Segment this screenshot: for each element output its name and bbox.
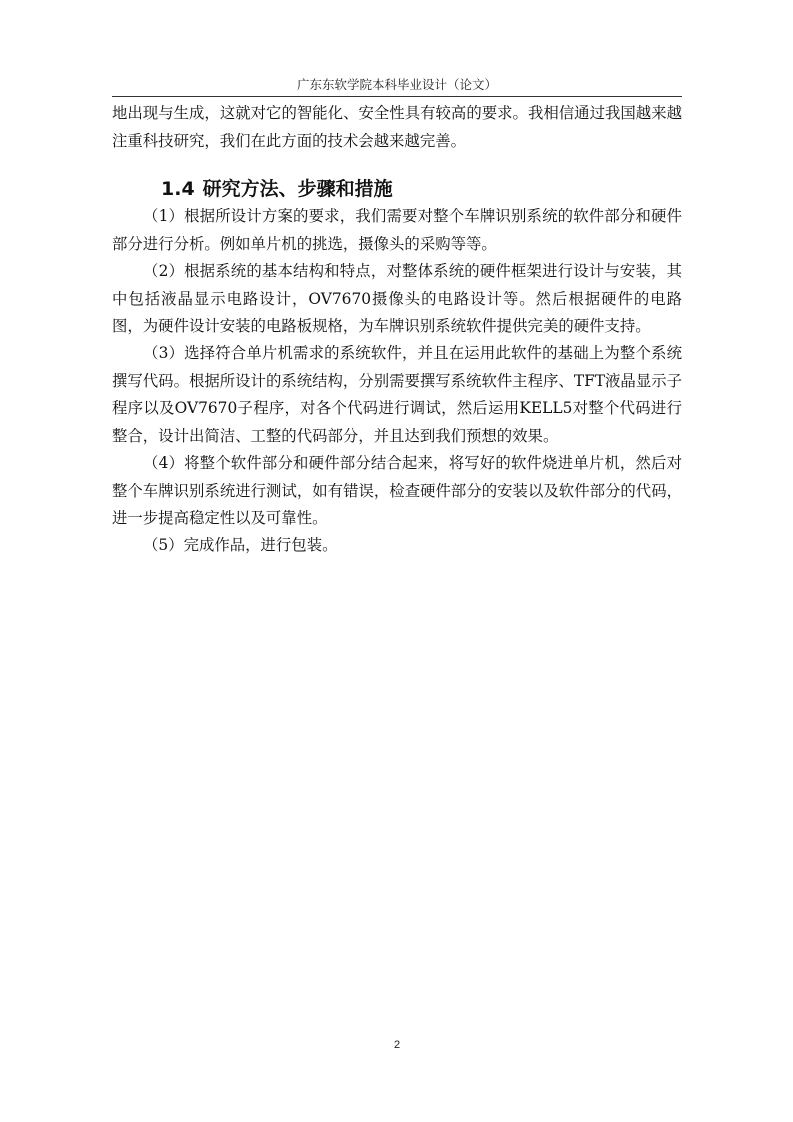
paragraph-step-3: （3）选择符合单片机需求的系统软件，并且在运用此软件的基础上为整个系统撰写代码。根据所设计的系统结构，分别需要撰写系统软件主程序、TFT液晶显示子程序以及OV7670子程序，对各个代码进行调试，然后运用KELL5对整个代码进行整合，设计出简洁、工整的代码部分，并且达到我们预想的效果。 [112,344,682,445]
intro-paragraph: 地出现与生成，这就对它的智能化、安全性具有较高的要求。我相信通过我国越来越注重科技研究，我们在此方面的技术会越来越完善。 [112,104,682,150]
section-title: 研究方法、步骤和措施 [202,178,393,200]
section-heading [161,175,393,203]
header-divider [112,96,682,97]
section-number: 1.4 [161,178,195,200]
paragraph-step-5: （5）完成作品，进行包装。 [143,536,338,554]
paragraph-step-4: （4）将整个软件部分和硬件部分结合起来，将写好的软件烧进单片机，然后对整个车牌识别系统进行测试，如有错误，检查硬件部分的安装以及软件部分的代码，进一步提高稳定性以及可靠性。 [112,454,682,528]
page-header: 广东东软学院本科毕业设计（论文） [296,77,497,92]
page-number: 2 [393,1039,401,1051]
paragraph-step-1: （1）根据所设计方案的要求，我们需要对整个车牌识别系统的软件部分和硬件部分进行分析。例如单片机的挑选，摄像头的采购等等。 [112,207,682,253]
paragraph-step-2: （2）根据系统的基本结构和特点，对整体系统的硬件框架进行设计与安装，其中包括液晶显示电路设计，OV7670摄像头的电路设计等。然后根据硬件的电路图，为硬件设计安装的电路板规格，为车牌识别系统软件提供完美的硬件支持。 [112,262,682,336]
